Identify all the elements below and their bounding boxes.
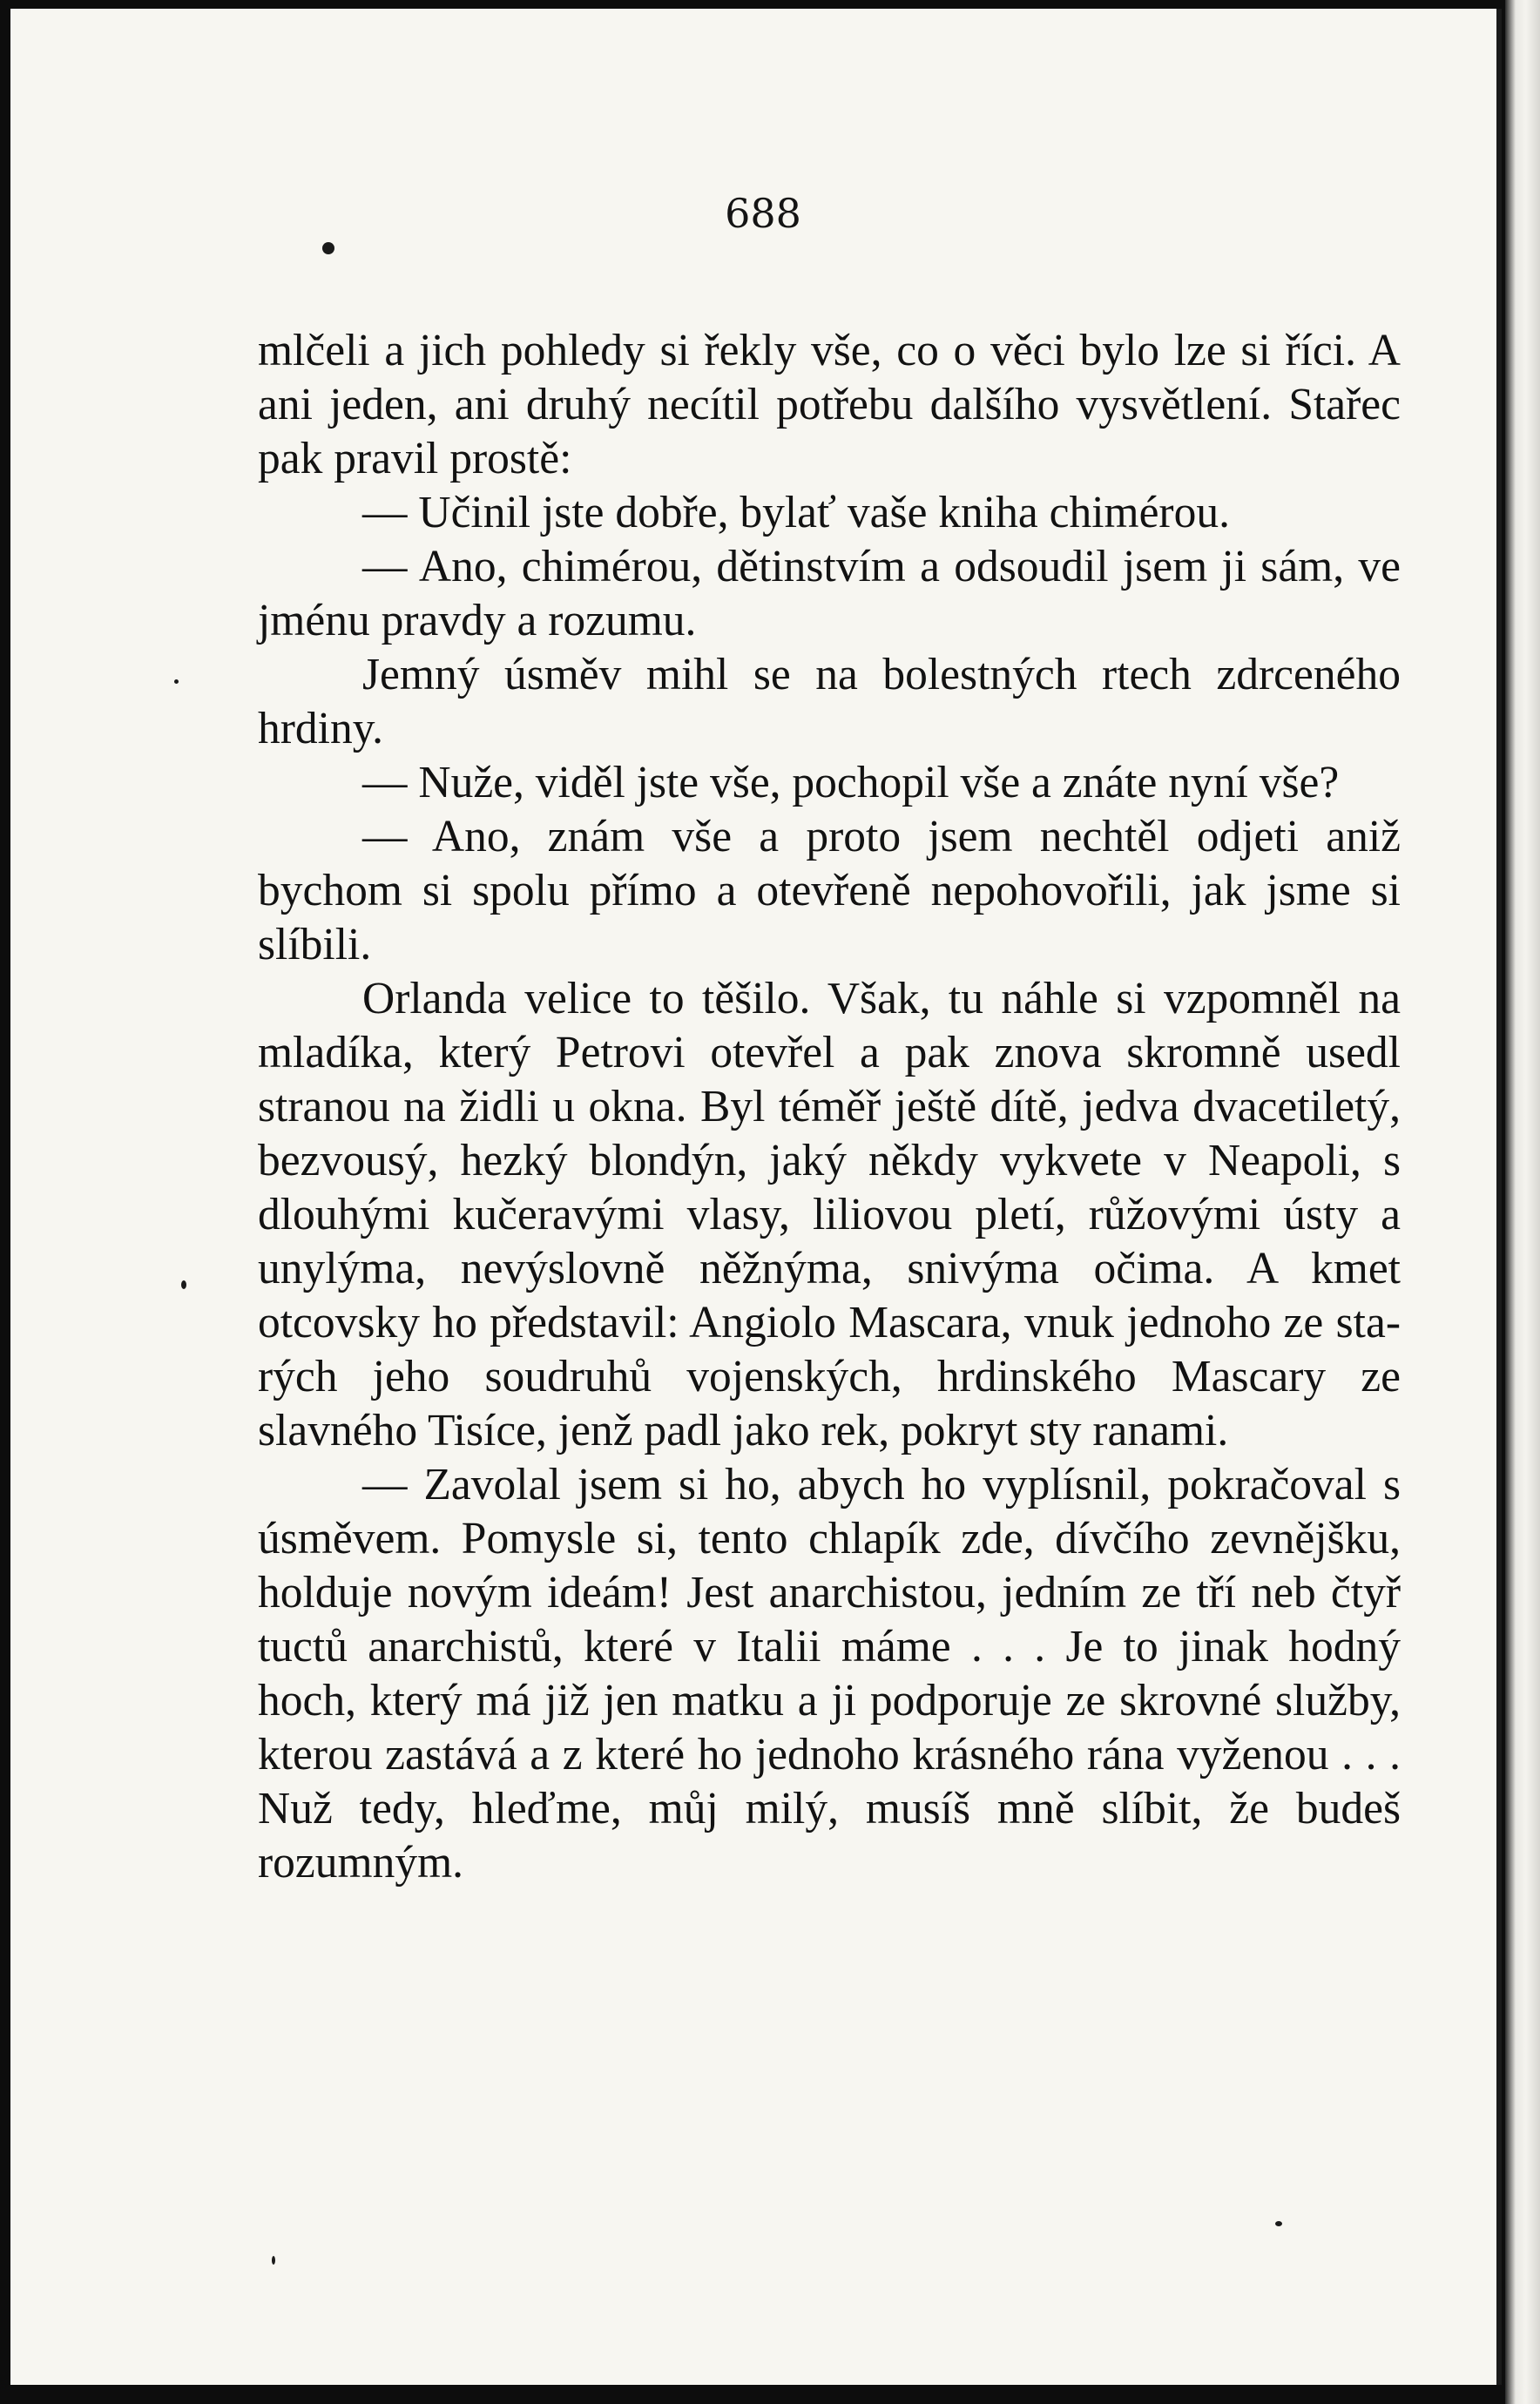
body-text: [258, 324, 1401, 1890]
book-page: [10, 9, 1502, 2385]
paragraph: — Nuže, viděl jste vše, pochopil vše a znáte nyní vše?: [362, 758, 1340, 807]
paragraph: — Zavolal jsem si ho, abych ho vyplísnil, pokračoval s úsměvem. Pomysle si, tento chlapík zde, dívčího zevnějšku, holduje novým ideám! Jest anarchistou, jedním ze tří neb čtyř tuctů anarchistů, které v Italii máme . . . Je to jinak hodný hoch, který má již jen matku a ji podporuje ze skrovné služby, kterou zastává a z které ho jednoho krásného rána vyženou . . . Nuž tedy, hleďme, můj milý, musíš mně slíbit, že budeš rozumným.: [258, 1460, 1401, 1887]
paragraph: — Ano, znám vše a proto jsem nechtěl odjeti aniž bychom si spolu přímo a otevřeně nepohovořili, jak jsme si slíbili.: [258, 812, 1401, 969]
scan-speck: [1275, 2221, 1282, 2226]
paragraph: mlčeli a jich pohledy si řekly vše, co o věci bylo lze si říci. A ani jeden, ani druhý necítil potřebu dalšího vysvětlení. Stařec pak pravil prostě:: [258, 326, 1401, 483]
paragraph: — Ano, chimérou, dětinstvím a odsoudil jsem ji sám, ve jménu pravdy a rozumu.: [258, 542, 1401, 645]
page-number: 688: [725, 190, 801, 237]
scan-speck: [272, 2256, 275, 2265]
scan-speck: [322, 242, 334, 254]
paragraph: Jemný úsměv mihl se na bolestných rtech zdrceného hrdiny.: [258, 650, 1401, 753]
paragraph: — Učinil jste dobře, bylať vaše kniha chimérou.: [362, 488, 1230, 537]
scan-speck: [174, 679, 179, 684]
page-edge: [1505, 0, 1540, 2404]
paragraph: Orlanda velice to těšilo. Však, tu náhle si vzpomněl na mladíka, který Petrovi otevřel a pak znova skromně usedl stranou na židli u okna. Byl téměř ještě dítě, jedva dvacetiletý, bezvousý, hezký blondýn, jaký někdy vykvete v Neapoli, s dlouhými kučeravými vlasy, liliovou pletí, růžovými ústy a unylýma, nevýslovně něžnýma, snivýma očima. A kmet otcovsky ho představil: Angiolo Mascara, vnuk jednoho ze starých jeho soudruhů vojenských, hrdinského Mascary ze slavného Tisíce, jenž padl jako rek, pokryt sty ranami.: [258, 974, 1401, 1455]
scan-speck: [181, 1280, 186, 1289]
